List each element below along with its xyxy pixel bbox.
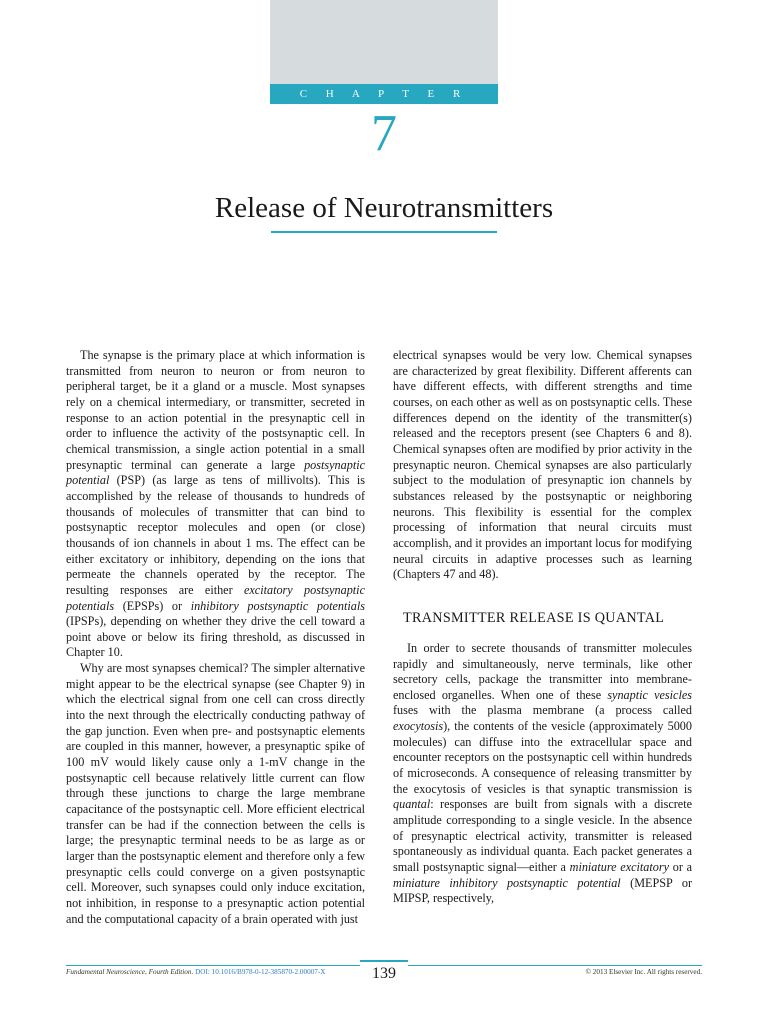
chapter-number: 7 [371,105,397,162]
paragraph-quantal-release: In order to secrete thousands of transmitter molecules rapidly and simultaneously, nerve terminals, like other secretory cells, package the transmitter into membrane-enclosed organelles. When one of these synaptic vesicles fuses with the plasma membrane (a process called exocytosis), the contents of the vesicle (approximately 5000 molecules) can diffuse into the extracellular space and encounter receptors on the postsynaptic cell within hundreds of microseconds. A consequence of releasing transmitter by the exocytosis of vesicles is that synaptic transmission is quantal: responses are built from signals with a discrete amplitude corresponding to a single vesicle. In the absence of presynaptic electrical activity, transmitter is released spontaneously as individual quanta. Each packet generates a small postsynaptic signal—either a miniature excitatory or a miniature inhibitory postsynaptic potential (MEPSP or MIPSP, respectively, [393,640,693,906]
copyright: © 2013 Elsevier Inc. All rights reserved. [585,968,702,976]
doi-link[interactable]: DOI: 10.1016/B978-0-12-385870-2.00007-X [195,968,326,976]
page-number: 139 [372,965,396,982]
chapter-title: Release of Neurotransmitters [214,192,554,224]
title-underline [271,231,497,233]
chapter-label: C H A P T E R [270,84,498,104]
paragraph-why-chemical: Why are most synapses chemical? The simpler alternative might appear to be the electrical synapse (see Chapter 9) in which the electrical signal from one cell can cross directly into the next through the electrically conducting pathway of the gap junction. Even when pre- and postsynaptic elements are coupled in this manner, however, a presynaptic spike of 100 mV would likely cause only a 1-mV change in the postsynaptic cell because relatively little current can flow through these junctions to charge the large membrane capacitance of the postsynaptic cell. More efficient electrical transfer can be had if the connection between the cells is large; the presynaptic terminal needs to be as large as or larger than the postsynaptic element and therefore only a few presynaptic cells could converge on a given postsynaptic cell. Moreover, such synapses could only induce excitation, not inhibition, in response to a presynaptic action potential and the computational capacity of a brain operated with just [66,661,365,926]
section-heading: TRANSMITTER RELEASE IS QUANTAL [403,609,665,626]
journal-title: Fundamental Neuroscience, Fourth Edition. [66,968,194,976]
footer-citation [66,967,325,977]
page-number-bar [360,960,408,962]
page-number-box [360,960,408,988]
paragraph-synapse-intro: The synapse is the primary place at which information is transmitted from neuron to neuron or from neuron to peripheral target, be it a gland or a muscle. Most synapses rely on a chemical intermediary, or transmitter, secreted in response to an action potential in the presynaptic cell in order to influence the activity of the postsynaptic cell. In chemical transmission, a single action potential in a small presynaptic terminal can generate a large postsynaptic potential (PSP) (as large as tens of millivolts). This is accomplished by the release of thousands to hundreds of thousands of molecules of transmitter that can bind to postsynaptic receptor molecules and open (or close) thousands of ion channels in about 1 ms. The effect can be either excitatory or inhibitory, depending on the ions that permeate the channels operated by the receptor. The resulting responses are either excitatory postsynaptic potentials (EPSPs) or inhibitory postsynaptic potentials (IPSPs), depending on whether they drive the cell toward a point above or below its firing threshold, as discussed in Chapter 10. [66,348,365,660]
left-column [66,348,365,927]
paragraph-electrical-continued: electrical synapses would be very low. Chemical synapses are characterized by great flexibility. Different afferents can have different effects, with different strengths and time courses, on each other as well as on postsynaptic cells. These differences depend on the identity of the transmitter(s) released and the receptors present (see Chapters 6 and 8). Chemical synapses often are modified by prior activity in the presynaptic neuron. Chemical synapses are also particularly subject to the modulation of presynaptic ion channels by substances released by the postsynaptic or neighboring neurons. This flexibility is essential for the complex processing of information that neural circuits must accomplish, and it provides an important locus for modifying neural circuits in adaptive processes such as learning (Chapters 47 and 48). [393,348,692,582]
right-column [393,348,692,907]
